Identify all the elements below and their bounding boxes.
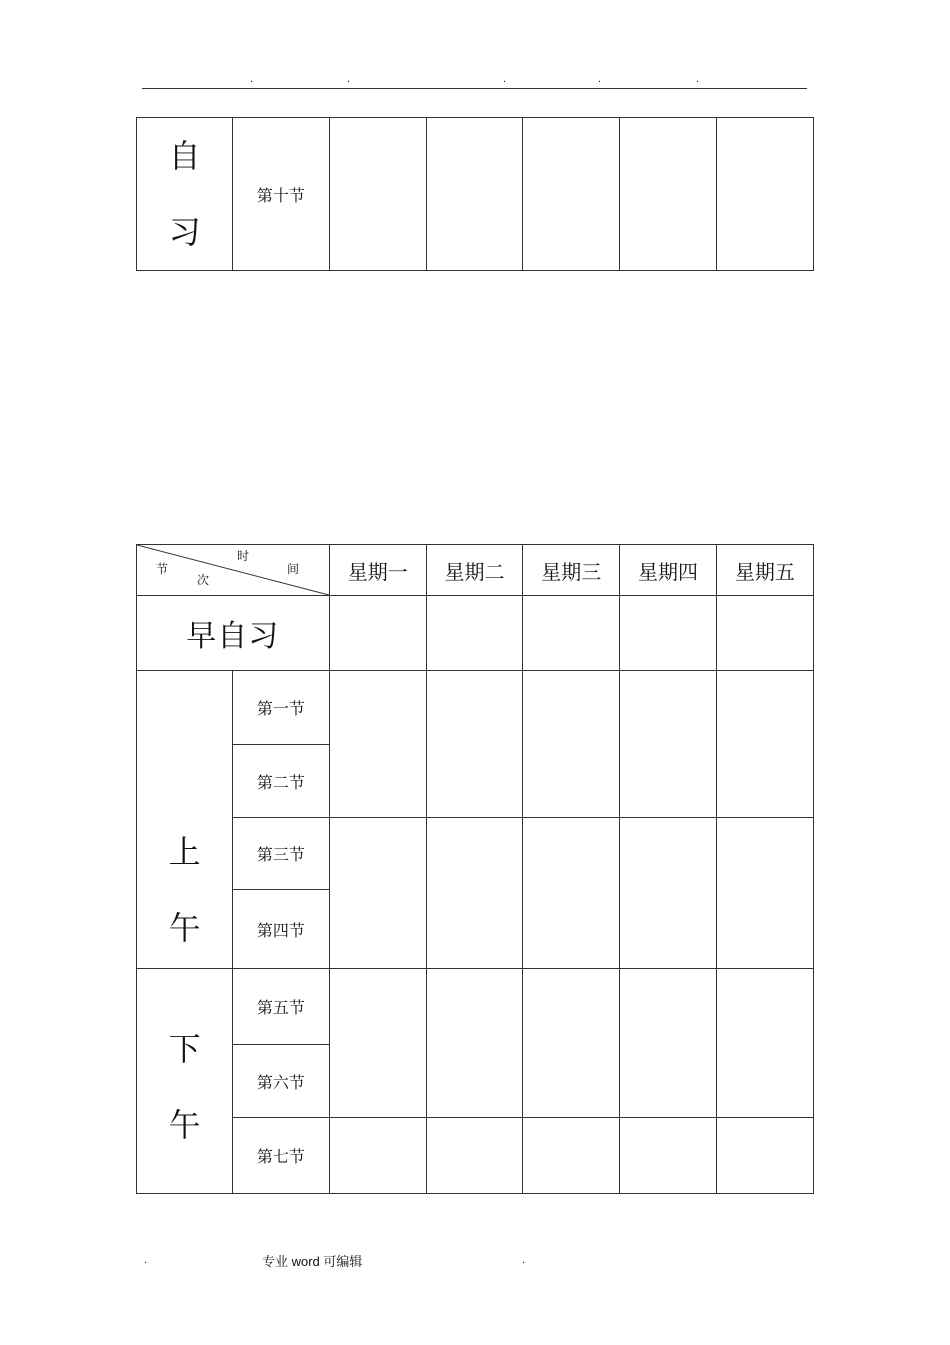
day-label: 星期四: [638, 559, 699, 584]
header-dot: .: [598, 73, 602, 85]
period-label: 第一节: [256, 699, 305, 718]
section-self-study: [137, 118, 233, 271]
day-header: [329, 545, 426, 596]
day-header: [716, 545, 813, 596]
corner-left-label: 节: [156, 562, 169, 576]
period-label: 第三节: [256, 845, 305, 864]
footer-dot: .: [144, 1254, 148, 1266]
schedule-cell[interactable]: [523, 596, 620, 671]
schedule-cell[interactable]: [329, 969, 426, 1118]
morning-section: [137, 671, 233, 969]
schedule-cell[interactable]: [620, 671, 716, 818]
schedule-cell[interactable]: [426, 596, 522, 671]
schedule-cell[interactable]: [523, 818, 620, 969]
schedule-cell[interactable]: [329, 818, 426, 969]
header-rule: [142, 88, 807, 89]
schedule-cell[interactable]: [620, 969, 716, 1118]
period-label: 第十节: [256, 185, 305, 205]
schedule-cell[interactable]: [329, 671, 426, 818]
header-dot: .: [503, 73, 507, 85]
schedule-cell[interactable]: [523, 118, 620, 271]
schedule-cell[interactable]: [523, 1118, 620, 1194]
footer-text: 专业 word 可编辑: [262, 1254, 363, 1269]
schedule-cell[interactable]: [523, 969, 620, 1118]
morning-label: 上午: [168, 833, 201, 947]
schedule-cell[interactable]: [716, 118, 813, 271]
schedule-cell[interactable]: [329, 1118, 426, 1194]
period-cell: [233, 890, 329, 969]
day-label: 星期五: [734, 559, 795, 584]
corner-top-label: 时: [237, 549, 250, 563]
schedule-cell[interactable]: [426, 818, 522, 969]
schedule-cell[interactable]: [426, 1118, 522, 1194]
schedule-cell[interactable]: [716, 969, 813, 1118]
schedule-cell[interactable]: [716, 818, 813, 969]
schedule-cell[interactable]: [716, 596, 813, 671]
period-label: 第二节: [256, 772, 305, 792]
self-study-table: [136, 117, 814, 271]
day-header: [523, 545, 620, 596]
corner-right-label: 间: [287, 562, 300, 576]
day-header: [620, 545, 716, 596]
schedule-cell[interactable]: [620, 596, 716, 671]
period-cell: [233, 1118, 329, 1194]
header-dot: .: [250, 73, 254, 85]
morning-study-label: 早自习: [186, 619, 280, 654]
day-label: 星期一: [347, 559, 408, 584]
day-label: 星期三: [541, 559, 602, 584]
schedule-cell[interactable]: [716, 671, 813, 818]
schedule-cell[interactable]: [716, 1118, 813, 1194]
period-cell: [233, 1045, 329, 1118]
period-cell: [233, 969, 329, 1045]
corner-header: [137, 545, 330, 596]
schedule-cell[interactable]: [620, 818, 716, 969]
morning-study-cell: [137, 596, 330, 671]
footer-dot: .: [522, 1254, 526, 1266]
schedule-cell[interactable]: [620, 1118, 716, 1194]
period-label: 第六节: [256, 1072, 305, 1092]
schedule-cell[interactable]: [329, 118, 426, 271]
header-dot: .: [696, 73, 700, 85]
period-cell: [233, 745, 329, 818]
schedule-cell[interactable]: [620, 118, 716, 271]
header-dot: .: [347, 73, 351, 85]
period-label: 第四节: [256, 920, 305, 940]
period-cell: [233, 818, 329, 890]
corner-bottom-label: 次: [197, 573, 210, 587]
afternoon-section: [137, 969, 233, 1194]
period-cell: [233, 118, 329, 271]
day-label: 星期二: [444, 559, 505, 584]
schedule-cell[interactable]: [426, 671, 522, 818]
timetable: [136, 544, 814, 1194]
section-label: 自习: [168, 137, 201, 251]
schedule-cell[interactable]: [329, 596, 426, 671]
schedule-cell[interactable]: [523, 671, 620, 818]
period-cell: [233, 671, 329, 745]
period-label: 第五节: [256, 998, 305, 1017]
afternoon-label: 下午: [168, 1030, 201, 1144]
period-label: 第七节: [256, 1147, 305, 1166]
schedule-cell[interactable]: [426, 969, 522, 1118]
day-header: [426, 545, 522, 596]
schedule-cell[interactable]: [426, 118, 522, 271]
